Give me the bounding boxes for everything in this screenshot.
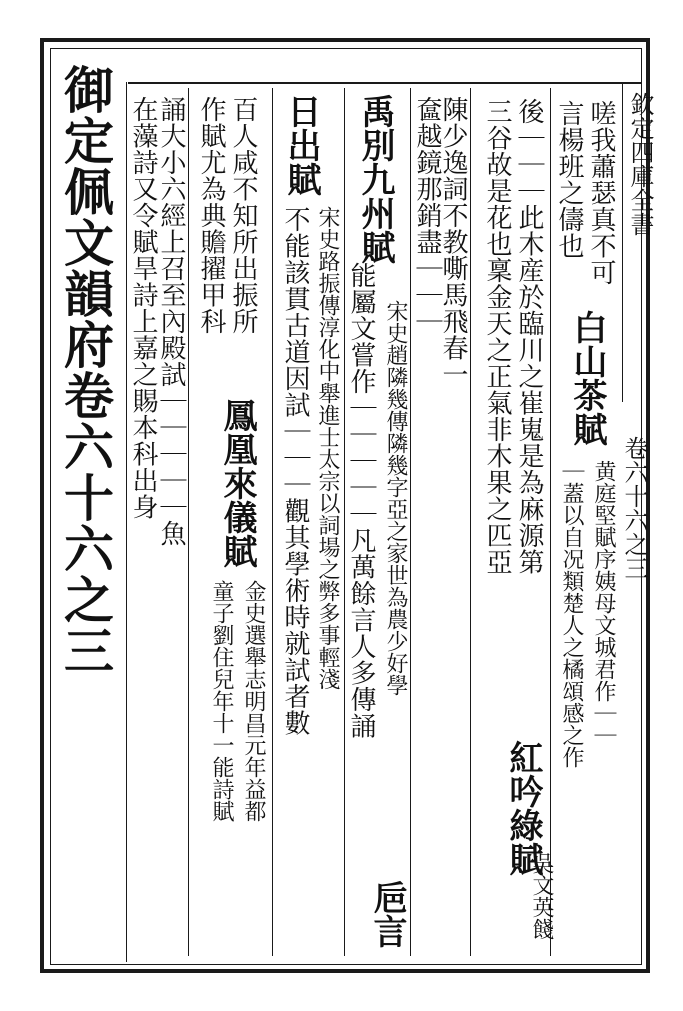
entry-heading: 鳳凰來儀賦 — [217, 398, 257, 568]
entry-heading: 白山茶賦 — [567, 310, 607, 446]
text-column: 吳文英餞 — [529, 852, 554, 940]
text-column: 誦大小六經上召至內殿試｜｜｜｜｜魚 — [156, 96, 186, 547]
column-rule — [272, 88, 273, 956]
header-separator-left — [622, 82, 623, 402]
text-column: 不能該貫古道因試｜｜｜觀其學術時就試者數 — [280, 206, 310, 736]
column-rule — [550, 88, 551, 956]
text-column: 在藻詩又令賦旱詩上嘉之賜本科出身 — [128, 96, 158, 520]
title-separator — [126, 82, 127, 962]
text-column: 陳少逸詞不教嘶馬飛春一 — [438, 96, 468, 388]
text-column: 後｜｜｜此木産於臨川之崔嵬是為麻源第 — [514, 98, 544, 575]
text-column: 黄庭堅賦序姨母文城君作｜｜ — [591, 460, 616, 746]
text-column: 宋史路振傳淳化中舉進士太宗以詞場之弊多事輕淺 — [315, 206, 340, 690]
text-column: 奩越鏡那銷盡｜｜｜ — [412, 96, 442, 335]
text-column: 金史選舉志明昌元年益都 — [241, 580, 266, 822]
entry-heading: 禹別九州賦 — [355, 94, 395, 264]
text-column: 能屬文嘗作｜｜｜｜｜凡萬餘言人多傳誦 — [346, 262, 376, 739]
book-title: 欽定四庫全書 — [626, 92, 654, 236]
volume-label: 卷六十六之三 — [620, 436, 648, 580]
text-column: ｜蓋以自况類楚人之橘頌感之作 — [559, 460, 584, 768]
column-rule — [188, 88, 189, 956]
text-column: 童子劉住兒年十一能詩賦 — [209, 580, 234, 822]
text-column: 作賦尤為典贍擢甲科 — [196, 96, 226, 335]
text-column: 宋史趙隣幾傳隣幾字亞之家世為農少好學 — [383, 300, 408, 696]
text-column: 言楊班之儔也 — [554, 100, 584, 259]
text-column: 百人咸不知所出振所 — [228, 96, 258, 335]
column-rule — [410, 88, 411, 956]
header-rule — [128, 82, 642, 84]
text-column: 三谷故是花也稟金天之正氣非木果之匹亞 — [482, 98, 512, 575]
entry-heading: 巵言 — [367, 880, 407, 948]
page-title: 御定佩文韻府卷六十六之三 — [56, 64, 115, 676]
column-rule — [344, 88, 345, 956]
entry-heading: 日出賦 — [281, 94, 321, 196]
text-column: 嗟我蕭瑟真不可 — [586, 100, 616, 286]
column-rule — [470, 88, 471, 956]
entry-heading: 紅吟綠賦 — [503, 740, 543, 876]
